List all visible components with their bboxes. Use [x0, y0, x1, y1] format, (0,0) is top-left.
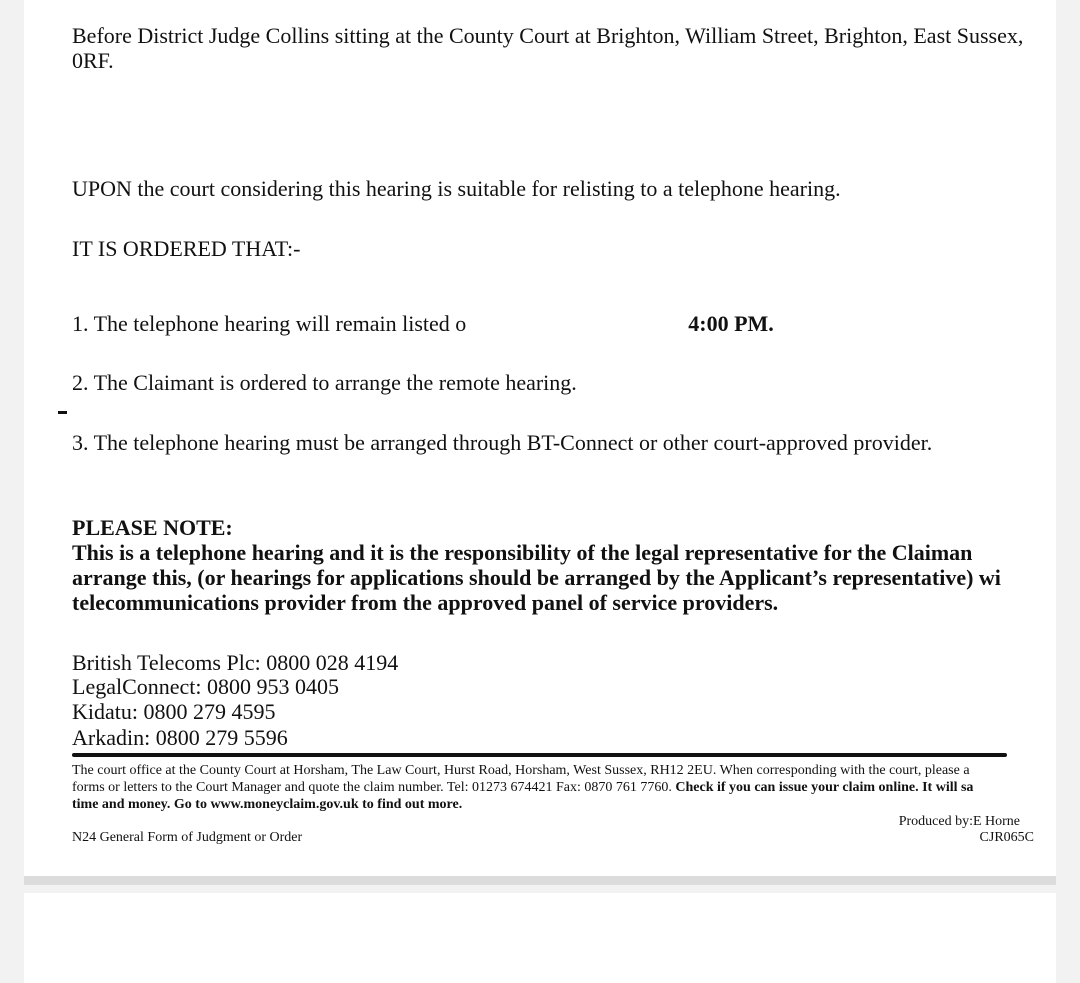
next-page: [24, 893, 1056, 983]
page-separator: [24, 876, 1056, 885]
ordered-heading: IT IS ORDERED THAT:-: [72, 236, 301, 261]
footer-line-2-bold: Check if you can issue your claim online. It will sa: [675, 780, 974, 795]
order-item-1-text: 1. The telephone hearing will remain listed o: [72, 311, 467, 336]
footer-line-1: The court office at the County Court at Horsham, The Law Court, Hurst Road, Horsham, West Sussex, RH12 2EU. When corresponding with the court, please a: [72, 763, 970, 778]
footer-line-2-text: forms or letters to the Court Manager and quote the claim number. Tel: 01273 674421 Fax: 0870 761 7760.: [72, 780, 676, 795]
produced-by: Produced by:E Horne: [898, 814, 1020, 829]
order-item-1: [72, 311, 774, 336]
footer-line-3: time and money. Go to www.moneyclaim.gov.uk to find out more.: [72, 797, 463, 812]
provider-bt: British Telecoms Plc: 0800 028 4194: [72, 650, 399, 675]
before-judge-line-2: 0RF.: [72, 48, 114, 73]
before-judge-line-1: Before District Judge Collins sitting at the County Court at Brighton, William Street, Brighton, East Sussex,: [72, 23, 1024, 48]
note-heading: PLEASE NOTE:: [72, 515, 233, 540]
margin-mark: [58, 411, 67, 414]
footer-divider: [72, 753, 1007, 757]
form-code: CJR065C: [979, 830, 1034, 845]
provider-arkadin: Arkadin: 0800 279 5596: [72, 725, 288, 750]
redacted-date: [466, 314, 688, 334]
note-line-1: This is a telephone hearing and it is the responsibility of the legal representative for the Claiman: [72, 540, 973, 565]
upon-statement: UPON the court considering this hearing is suitable for relisting to a telephone hearing.: [72, 176, 841, 201]
order-item-3: 3. The telephone hearing must be arranged through BT-Connect or other court-approved provider.: [72, 430, 933, 455]
order-item-2: 2. The Claimant is ordered to arrange the remote hearing.: [72, 370, 577, 395]
provider-legalconnect: LegalConnect: 0800 953 0405: [72, 674, 340, 699]
document-page: [24, 0, 1056, 876]
note-line-2: arrange this, (or hearings for applications should be arranged by the Applicant’s representative) wi: [72, 565, 1001, 590]
footer-line-2: [72, 779, 973, 796]
form-name: N24 General Form of Judgment or Order: [72, 830, 303, 845]
note-line-3: telecommunications provider from the approved panel of service providers.: [72, 590, 779, 615]
provider-kidatu: Kidatu: 0800 279 4595: [72, 699, 276, 724]
order-item-1-time: 4:00 PM.: [688, 311, 774, 336]
